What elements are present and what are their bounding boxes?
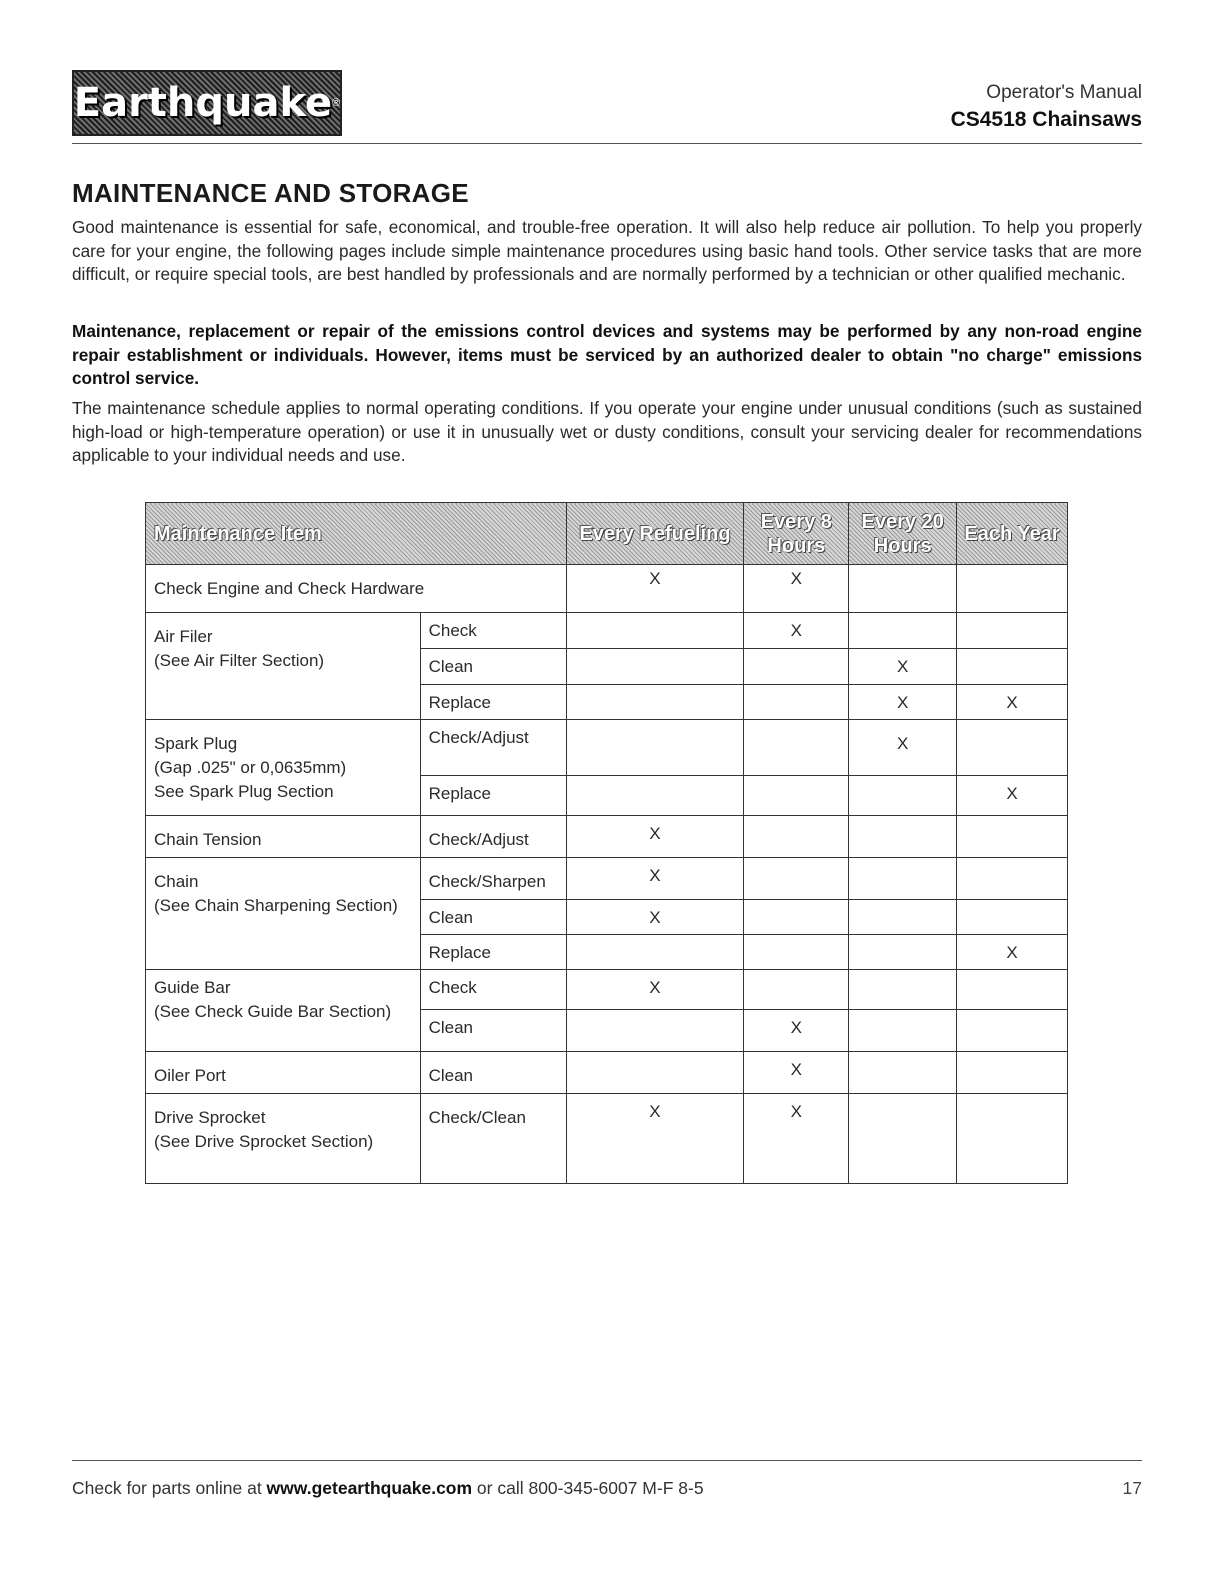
mark-cell: X	[849, 649, 957, 685]
item-note: (See Chain Sharpening Section)	[154, 896, 398, 915]
brand-logo	[72, 70, 342, 136]
header-right	[951, 80, 1142, 134]
item-cell	[146, 1094, 421, 1184]
task-cell: Clean	[420, 900, 566, 935]
mark-cell: X	[566, 816, 744, 858]
footer-prefix: Check for parts online at	[72, 1478, 267, 1498]
task-cell: Check/Clean	[420, 1094, 566, 1184]
task-cell: Check/Adjust	[420, 720, 566, 776]
mark-cell: X	[566, 858, 744, 900]
item-note: (Gap .025" or 0,0635mm)	[154, 758, 347, 777]
emissions-notice: Maintenance, replacement or repair of the emissions control devices and systems may be performed by any non-road engine repair establishment or individuals. However, items must be serviced by an authorized dealer to obtain "no charge" emissions control service.	[72, 321, 1142, 388]
item-note: (See Air Filter Section)	[154, 651, 325, 670]
header-every-20-hours: Every 20 Hours	[849, 503, 957, 565]
task-cell: Check	[420, 970, 566, 1010]
website-link[interactable]: www.getearthquake.com	[266, 1478, 473, 1498]
mark-cell: X	[744, 1010, 849, 1052]
table-row	[146, 858, 1068, 900]
task-cell: Replace	[420, 935, 566, 970]
section-title: MAINTENANCE AND STORAGE	[72, 178, 469, 208]
table-row	[146, 613, 1068, 649]
header-divider	[72, 143, 1142, 144]
schedule-paragraph: The maintenance schedule applies to normal operating conditions. If you operate your engine under unusual conditions (such as sustained high-load or high-temperature operation) or use it in unusually wet or dusty conditions, consult your servicing dealer for recommendations applicable to your individual needs and use.	[72, 398, 1142, 465]
task-cell: Replace	[420, 685, 566, 720]
mark-cell: X	[744, 1052, 849, 1094]
table-row	[146, 816, 1068, 858]
table-row	[146, 1094, 1068, 1184]
mark-cell: X	[849, 685, 957, 720]
item-name: Guide Bar	[154, 978, 231, 997]
mark-cell: X	[957, 935, 1068, 970]
mark-cell: X	[957, 685, 1068, 720]
item-cell	[146, 613, 421, 720]
item-name: Spark Plug	[154, 734, 238, 753]
row-label: Check Engine and Check Hardware	[146, 565, 567, 613]
item-cell	[146, 970, 421, 1052]
header-each-year: Each Year	[957, 503, 1068, 565]
task-cell: Clean	[420, 649, 566, 685]
item-name: Chain Tension	[146, 816, 421, 858]
mark-cell: X	[849, 720, 957, 776]
mark-cell: X	[566, 565, 744, 613]
mark-cell: X	[744, 613, 849, 649]
task-cell: Check/Sharpen	[420, 858, 566, 900]
task-cell: Check/Adjust	[420, 816, 566, 858]
intro-paragraph: Good maintenance is essential for safe, economical, and trouble-free operation. It will also help reduce air pollution. To help you properly care for your engine, the following pages include simple maintenance procedures using basic hand tools. Other service tasks that are more difficult, or require special tools, are best handled by professionals and are normally performed by a technician or other qualified mechanic.	[72, 217, 1142, 284]
item-note: See Spark Plug Section	[154, 782, 334, 801]
header-every-refueling: Every Refueling	[566, 503, 744, 565]
model-title: CS4518 Chainsaws	[950, 108, 1142, 131]
footer-suffix: or call 800-345-6007 M-F 8-5	[472, 1478, 704, 1498]
task-cell: Clean	[420, 1052, 566, 1094]
item-name: Drive Sprocket	[154, 1108, 266, 1127]
item-cell	[146, 720, 421, 816]
header-every-8-hours: Every 8 Hours	[744, 503, 849, 565]
page-number: 17	[1122, 1478, 1142, 1498]
item-name: Oiler Port	[146, 1052, 421, 1094]
table-row	[146, 720, 1068, 776]
mark-cell: X	[957, 776, 1068, 816]
item-name: Air Filer	[154, 627, 213, 646]
table-row	[146, 565, 1068, 613]
item-cell	[146, 858, 421, 970]
logo-text: Earthquake	[73, 80, 333, 126]
item-name: Chain	[154, 872, 199, 891]
mark-cell: X	[744, 1094, 849, 1184]
mark-cell: X	[744, 565, 849, 613]
maintenance-table	[145, 502, 1068, 1184]
header-maintenance-item: Maintenance Item	[146, 503, 567, 565]
task-cell: Clean	[420, 1010, 566, 1052]
item-note: (See Drive Sprocket Section)	[154, 1132, 374, 1151]
item-note: (See Check Guide Bar Section)	[154, 1002, 392, 1021]
table-row	[146, 1052, 1068, 1094]
task-cell: Check	[420, 613, 566, 649]
footer-divider	[72, 1460, 1142, 1461]
table-header-row	[146, 503, 1068, 565]
mark-cell: X	[566, 900, 744, 935]
registered-mark: ®	[332, 97, 341, 109]
table-row	[146, 970, 1068, 1010]
manual-label: Operator's Manual	[986, 82, 1142, 103]
footer-text	[72, 1478, 704, 1499]
mark-cell: X	[566, 1094, 744, 1184]
mark-cell: X	[566, 970, 744, 1010]
task-cell: Replace	[420, 776, 566, 816]
